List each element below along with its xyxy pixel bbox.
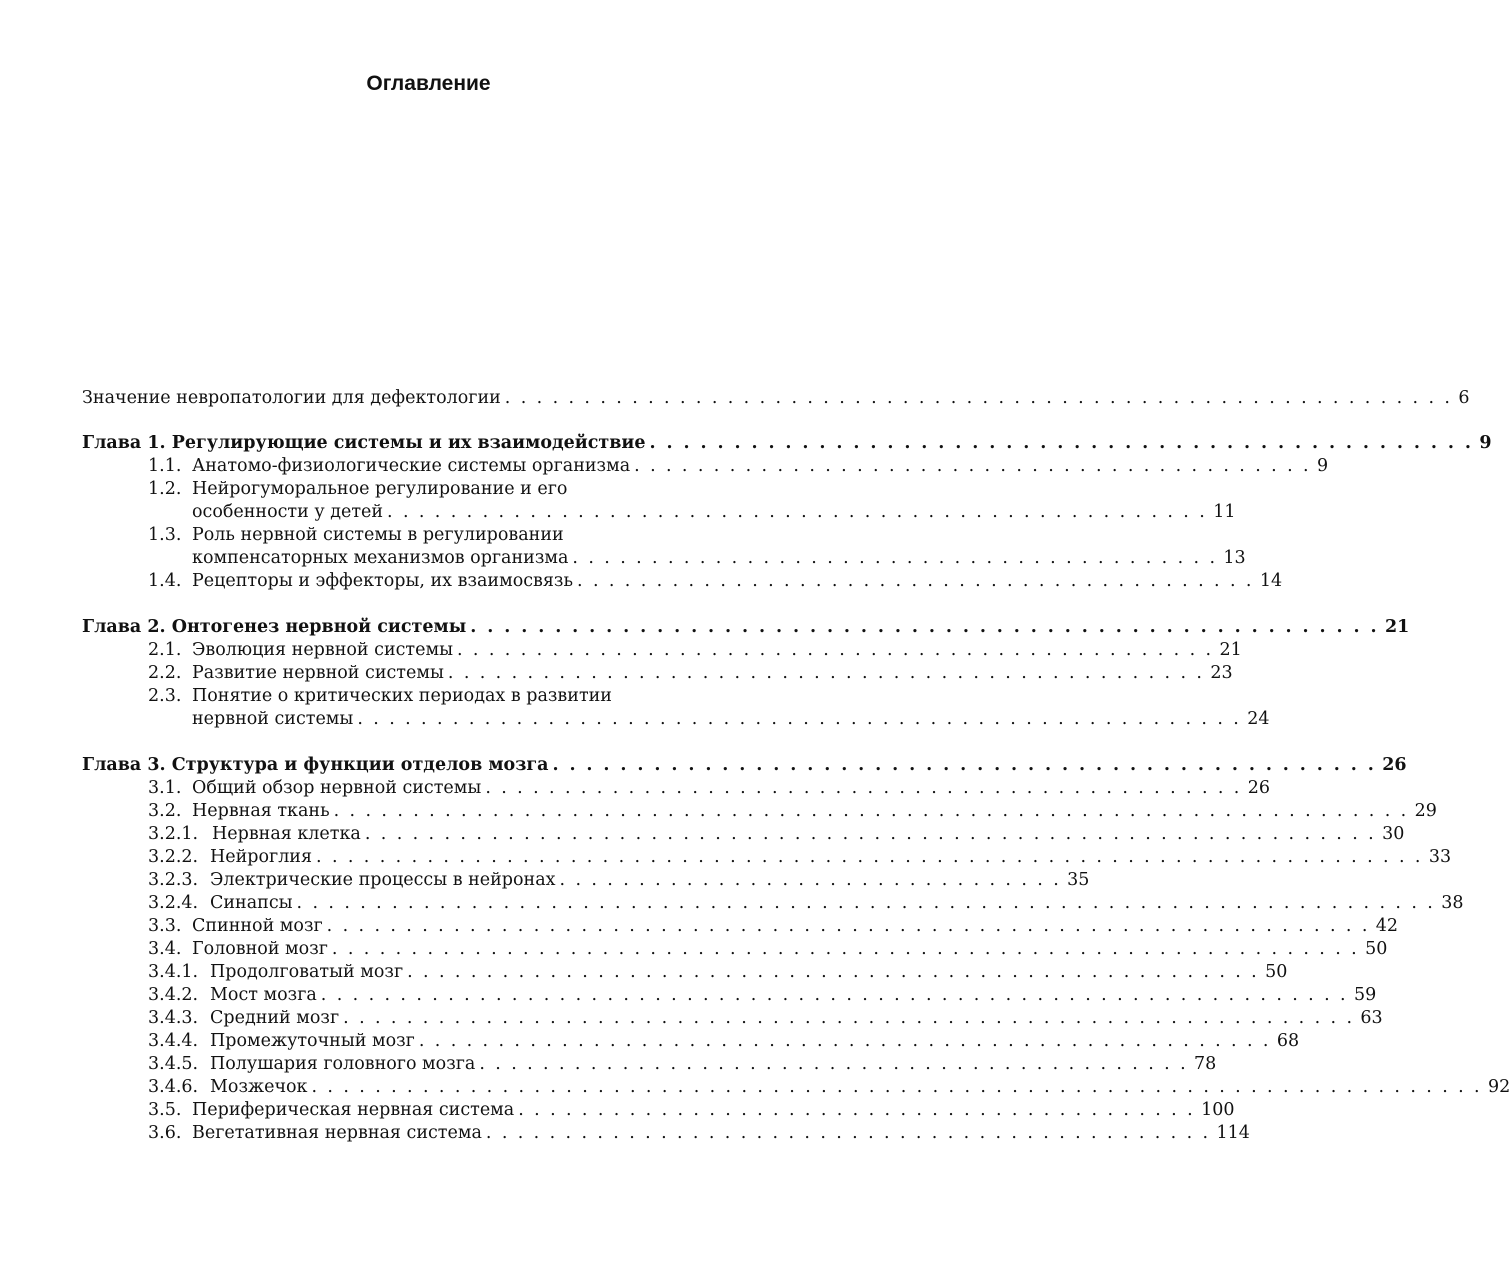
- toc-entry[interactable]: [82, 524, 745, 547]
- toc-entry[interactable]: [82, 1030, 1300, 1053]
- page-number: 59: [1354, 985, 1377, 1005]
- dot-leader: . . . . . . . . . . . . . . . . . . . . . . . . . . . . . . . . . . . . . . . . . . . . . . . . . . . . . . . . . . . .: [504, 388, 1453, 408]
- page-number: 68: [1276, 1031, 1300, 1051]
- entry-title-continuation: компенсаторных механизмов организма: [192, 548, 569, 568]
- entry-title: Нейрогуморальное регулирование и его: [192, 479, 568, 499]
- page-number: 21: [1219, 640, 1242, 660]
- section-number: 1.2.: [148, 479, 182, 499]
- dot-leader: . . . . . . . . . . . . . . . . . . . . . . . . . . . . . . . . . . . . . . . . . . . . . . . . . . . . . .: [407, 962, 1260, 982]
- chapter-number: Глава 2.: [82, 617, 166, 637]
- dot-leader: . . . . . . . . . . . . . . . . . . . . . . . . . . . . . . . .: [559, 870, 1062, 890]
- toc-entry[interactable]: [82, 961, 1288, 984]
- section-number: 1.4.: [148, 571, 182, 591]
- page-number: 21: [1384, 617, 1410, 637]
- toc-entry-continuation[interactable]: [82, 501, 1236, 524]
- entry-title: Средний мозг: [210, 1008, 340, 1028]
- subsection-number: 3.2.1.: [148, 824, 199, 844]
- page-number: 78: [1194, 1054, 1217, 1074]
- subsection-number: 3.2.2.: [148, 847, 199, 867]
- toc-entry[interactable]: [82, 455, 1329, 478]
- toc-entry[interactable]: [82, 1076, 1510, 1099]
- dot-leader: . . . . . . . . . . . . . . . . . . . . . . . . . . . . . . . . . . . . . . . . . . . . . . . . .: [552, 755, 1377, 775]
- entry-title: Общий обзор нервной системы: [192, 778, 482, 798]
- entry-title: Периферическая нервная система: [192, 1100, 515, 1120]
- page-number: 42: [1375, 916, 1399, 936]
- entry-title: Промежуточный мозг: [210, 1031, 415, 1051]
- entry-title: Развитие нервной системы: [192, 663, 444, 683]
- section-number: 3.4.: [148, 939, 182, 959]
- entry-title: Мозжечок: [210, 1077, 308, 1097]
- toc-entry[interactable]: [82, 685, 745, 708]
- subsection-number: 3.2.3.: [148, 870, 199, 890]
- dot-leader: . . . . . . . . . . . . . . . . . . . . . . . . . . . . . . . . . . . . . . . . . . . . . . . .: [485, 778, 1242, 798]
- dot-leader: . . . . . . . . . . . . . . . . . . . . . . . . . . . . . . . . . . . . . . . . . . . . .: [479, 1054, 1189, 1074]
- entry-title: Головной мозг: [192, 939, 328, 959]
- dot-leader: . . . . . . . . . . . . . . . . . . . . . . . . . . . . . . . . . . . . . . . . . . . . . . . . . . . . . .: [470, 617, 1379, 637]
- page-number: 30: [1382, 824, 1405, 844]
- page-number: 63: [1360, 1008, 1383, 1028]
- section-number: 1.3.: [148, 525, 182, 545]
- dot-leader: . . . . . . . . . . . . . . . . . . . . . . . . . . . . . . . . . . . . . . . . . . . . . . . . . . . . . . . . . . . . . . . . . . . . . . . .: [296, 893, 1436, 913]
- entry-title-continuation: нервной системы: [192, 709, 354, 729]
- toc-entry[interactable]: [82, 570, 1283, 593]
- page-number: 26: [1247, 778, 1271, 798]
- page-number: 38: [1441, 893, 1464, 913]
- dot-leader: . . . . . . . . . . . . . . . . . . . . . . . . . . . . . . . . . . . . . . . . . . .: [518, 1100, 1196, 1120]
- entry-title: Продолговатый мозг: [210, 962, 404, 982]
- toc-entry-intro[interactable]: [82, 387, 1470, 410]
- dot-leader: . . . . . . . . . . . . . . . . . . . . . . . . . . . . . . . . . . . . . . . . . . . . . . . . .: [649, 433, 1474, 453]
- section-number: 3.5.: [148, 1100, 182, 1120]
- subsection-number: 3.4.6.: [148, 1077, 199, 1097]
- section-number: 3.6.: [148, 1123, 182, 1143]
- subsection-number: 3.4.4.: [148, 1031, 199, 1051]
- toc-entry[interactable]: [82, 984, 1377, 1007]
- entry-title: Мост мозга: [210, 985, 317, 1005]
- toc-entry[interactable]: [82, 1099, 1235, 1122]
- page-title: Оглавление: [366, 72, 491, 95]
- page-number: 23: [1210, 663, 1233, 683]
- page-number: 114: [1216, 1123, 1250, 1143]
- entry-title: Спинной мозг: [192, 916, 323, 936]
- toc-entry[interactable]: [82, 869, 1090, 892]
- subsection-number: 3.4.1.: [148, 962, 199, 982]
- page-number: 100: [1201, 1100, 1235, 1120]
- dot-leader: . . . . . . . . . . . . . . . . . . . . . . . . . . . . . . . . . . . . . . . . . . .: [634, 456, 1311, 476]
- entry-title: Структура и функции отделов мозга: [171, 755, 549, 775]
- page-number: 24: [1247, 709, 1270, 729]
- dot-leader: . . . . . . . . . . . . . . . . . . . . . . . . . . . . . . . . . . . . . . . . . . . . . . . . . . . . . . . .: [357, 709, 1242, 729]
- toc-entry[interactable]: [82, 662, 1233, 685]
- entry-title: Эволюция нервной системы: [192, 640, 453, 660]
- entry-title: Электрические процессы в нейронах: [210, 870, 556, 890]
- toc-entry[interactable]: [82, 846, 1452, 869]
- dot-leader: . . . . . . . . . . . . . . . . . . . . . . . . . . . . . . . . . . . . . . . . . . . . . .: [485, 1123, 1211, 1143]
- page-number: 33: [1428, 847, 1452, 867]
- toc-chapter-1[interactable]: [82, 432, 1492, 455]
- page-number: 11: [1213, 502, 1236, 522]
- entry-title: Онтогенез нервной системы: [171, 617, 467, 637]
- subsection-number: 3.2.4.: [148, 893, 199, 913]
- page-number: 6: [1458, 388, 1470, 408]
- toc-entry-continuation[interactable]: [82, 708, 1270, 731]
- page-number: 92: [1488, 1077, 1510, 1097]
- dot-leader: . . . . . . . . . . . . . . . . . . . . . . . . . . . . . . . . . . . . . . . . . . . . . . . .: [447, 663, 1205, 683]
- dot-leader: . . . . . . . . . . . . . . . . . . . . . . . . . . . . . . . . . . . . . . . . . . . . . . . . . . . . . . . . . . . . . . . . .: [320, 985, 1348, 1005]
- entry-title: Нервная клетка: [212, 824, 361, 844]
- entry-title: Рецепторы и эффекторы, их взаимосвязь: [192, 571, 574, 591]
- toc-entry[interactable]: [82, 478, 745, 501]
- section-number: 3.2.: [148, 801, 182, 821]
- section-number: 3.3.: [148, 916, 182, 936]
- entry-title: Регулирующие системы и их взаимодействие: [171, 433, 646, 453]
- subsection-number: 3.4.5.: [148, 1054, 199, 1074]
- entry-title-continuation: особенности у детей: [192, 502, 384, 522]
- section-number: 2.2.: [148, 663, 182, 683]
- toc-chapter-2[interactable]: [82, 616, 1410, 639]
- toc-entry[interactable]: [82, 938, 1388, 961]
- toc-entry[interactable]: [82, 639, 1242, 662]
- entry-title: Вегетативная нервная система: [192, 1123, 482, 1143]
- entry-title: Значение невропатологии для дефектологии: [82, 388, 501, 408]
- subsection-number: 3.4.2.: [148, 985, 199, 1005]
- entry-title: Нервная ткань: [192, 801, 330, 821]
- entry-title: Понятие о критических периодах в развитии: [192, 686, 612, 706]
- section-number: 1.1.: [148, 456, 182, 476]
- entry-title: Нейроглия: [210, 847, 313, 867]
- toc-entry-continuation[interactable]: [82, 547, 1246, 570]
- page-number: 50: [1365, 939, 1388, 959]
- chapter-number: Глава 1.: [82, 433, 166, 453]
- section-number: 2.1.: [148, 640, 182, 660]
- dot-leader: . . . . . . . . . . . . . . . . . . . . . . . . . . . . . . . . . . . . . . . . . . . . . . . . . . . . . .: [418, 1031, 1271, 1051]
- entry-title: Полушария головного мозга: [210, 1054, 476, 1074]
- dot-leader: . . . . . . . . . . . . . . . . . . . . . . . . . . . . . . . . . . . . . . . . . . . . . . . . . . . . . . . . . . . . . . . .: [364, 824, 1377, 844]
- dot-leader: . . . . . . . . . . . . . . . . . . . . . . . . . . . . . . . . . . . . . . . . . . . . . . . .: [457, 640, 1214, 660]
- page-number: 14: [1259, 571, 1283, 591]
- toc-entry[interactable]: [82, 1007, 1383, 1030]
- section-number: 2.3.: [148, 686, 182, 706]
- page-number: 9: [1316, 456, 1329, 476]
- page-number: 26: [1382, 755, 1407, 775]
- dot-leader: . . . . . . . . . . . . . . . . . . . . . . . . . . . . . . . . . . . . . . . . . . . . . . . . . . . . . . . . . . . . . . . . . .: [326, 916, 1370, 936]
- page-number: 35: [1067, 870, 1090, 890]
- dot-leader: . . . . . . . . . . . . . . . . . . . . . . . . . . . . . . . . . . . . . . . . .: [572, 548, 1218, 568]
- page-number: 50: [1265, 962, 1288, 982]
- page-number: 9: [1479, 433, 1492, 453]
- dot-leader: . . . . . . . . . . . . . . . . . . . . . . . . . . . . . . . . . . . . . . . . . . . . . . . . . . . . . . . . . . . . . . . . .: [331, 939, 1360, 959]
- toc-entry[interactable]: [82, 823, 1405, 846]
- dot-leader: . . . . . . . . . . . . . . . . . . . . . . . . . . . . . . . . . . . . . . . . . . . . . . . . . . . . . . . . . . . . . . . . . . . . . . . . . .: [311, 1077, 1483, 1097]
- toc-entry[interactable]: [82, 800, 1437, 823]
- toc-entry[interactable]: [82, 892, 1464, 915]
- page-number: 29: [1414, 801, 1437, 821]
- dot-leader: . . . . . . . . . . . . . . . . . . . . . . . . . . . . . . . . . . . . . . . . . . . . . . . . . . . . . . . . . . . . . . . . . . . .: [333, 801, 1409, 821]
- toc-entry[interactable]: [82, 915, 1399, 938]
- toc-chapter-3[interactable]: [82, 754, 1407, 777]
- dot-leader: . . . . . . . . . . . . . . . . . . . . . . . . . . . . . . . . . . . . . . . . . . . . . . . . . . . . . . . . . . . . . . . . . . . . . .: [316, 847, 1423, 867]
- dot-leader: . . . . . . . . . . . . . . . . . . . . . . . . . . . . . . . . . . . . . . . . . . .: [577, 571, 1254, 591]
- toc-entry[interactable]: [82, 1053, 1217, 1076]
- toc-entry[interactable]: [82, 777, 1271, 800]
- section-number: 3.1.: [148, 778, 182, 798]
- toc-entry[interactable]: [82, 1122, 1250, 1145]
- dot-leader: . . . . . . . . . . . . . . . . . . . . . . . . . . . . . . . . . . . . . . . . . . . . . . . . . . . .: [387, 502, 1208, 522]
- dot-leader: . . . . . . . . . . . . . . . . . . . . . . . . . . . . . . . . . . . . . . . . . . . . . . . . . . . . . . . . . . . . . . . .: [343, 1008, 1355, 1028]
- entry-title: Синапсы: [210, 893, 293, 913]
- subsection-number: 3.4.3.: [148, 1008, 199, 1028]
- entry-title: Анатомо-физиологические системы организма: [192, 456, 631, 476]
- chapter-number: Глава 3.: [82, 755, 166, 775]
- page-number: 13: [1223, 548, 1246, 568]
- entry-title: Роль нервной системы в регулировании: [192, 525, 564, 545]
